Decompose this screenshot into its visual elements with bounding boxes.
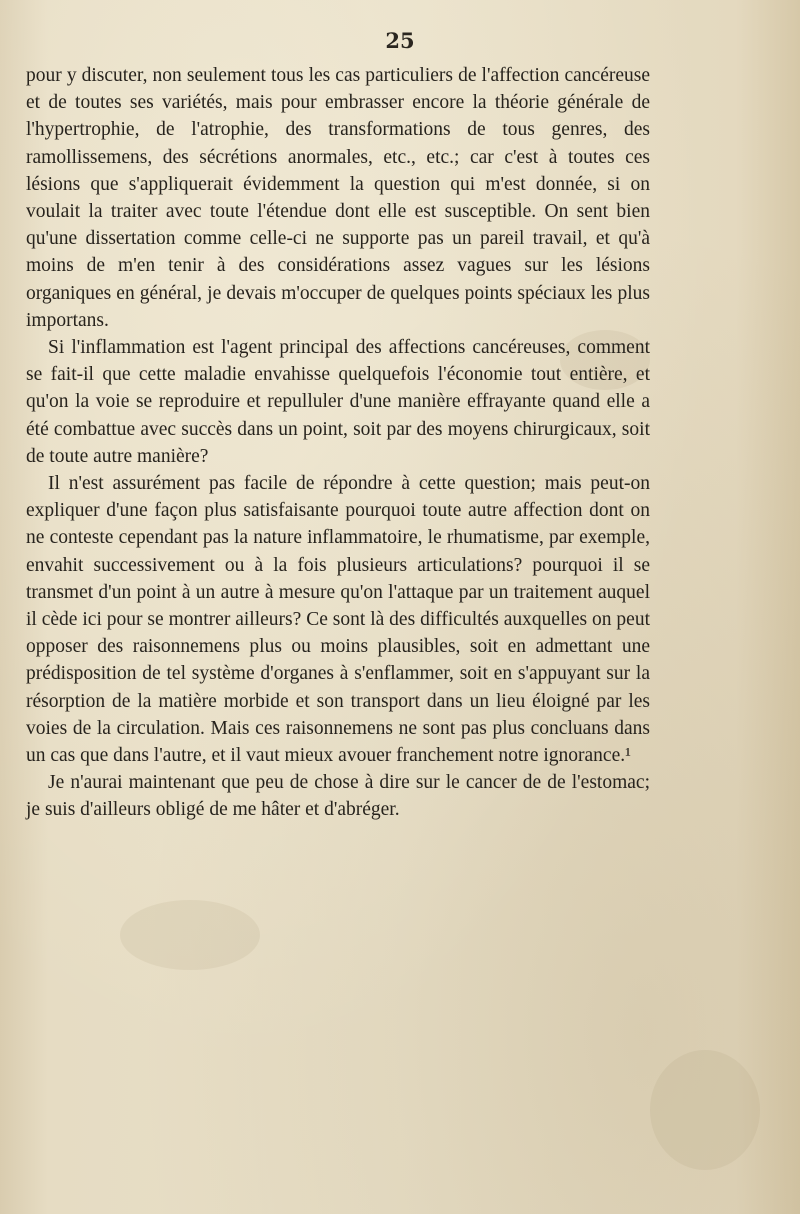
body-text bbox=[26, 62, 650, 824]
paper-stain bbox=[120, 900, 260, 970]
paragraph: Je n'aurai maintenant que peu de chose à dire sur le cancer de de l'estomac; je suis d'ailleurs obligé de me hâter et d'abréger. bbox=[26, 772, 650, 821]
page-number: 25 bbox=[385, 28, 415, 53]
paragraph: Si l'inflammation est l'agent principal des affections cancéreuses, comment se fait-il que cette maladie envahisse quelquefois l'économie tout entière, et qu'on la voie se reproduire et repulluler d'une manière effrayante quand elle a été combattue avec succès dans un point, soit par des moyens chirurgicaux, soit de toute autre manière? bbox=[26, 337, 650, 467]
paper-stain bbox=[650, 1050, 760, 1170]
paragraph: pour y discuter, non seulement tous les cas particuliers de l'affection cancéreuse et de toutes ses variétés, mais pour embrasser encore la théorie générale de l'hypertrophie, de l'atrophie, des transformations de tous genres, des ramollissemens, des sécrétions anormales, etc., etc.; car c'est à toutes ces lésions que s'appliquerait évidemment la question qui m'est donnée, si on voulait la traiter avec toute l'étendue dont elle est susceptible. On sent bien qu'une dissertation comme celle-ci ne supporte pas un pareil travail, et qu'à moins de m'en tenir à des considérations assez vagues sur les lésions organiques en général, je devais m'occuper de quelques points spéciaux les plus importans. bbox=[26, 65, 650, 331]
paragraph: Il n'est assurément pas facile de répondre à cette question; mais peut-on expliquer d'une façon plus satisfaisante pourquoi toute autre affection dont on ne conteste cependant pas la nature inflammatoire, le rhumatisme, par exemple, envahit successivement ou à la fois plusieurs articulations? pourquoi il se transmet d'un point à un autre à mesure qu'on l'attaque par un traitement auquel il cède ici pour se montrer ailleurs? Ce sont là des difficultés auxquelles on peut opposer des raisonnemens plus ou moins plausibles, soit en admettant une prédisposition de tel système d'organes à s'enflammer, soit en s'appuyant sur la résorption de la matière morbide et son transport dans un lieu éloigné par les voies de la circulation. Mais ces raisonnemens ne sont pas plus concluans dans un cas que dans l'autre, et il vaut mieux avouer franchement notre ignorance.¹ bbox=[26, 473, 650, 767]
